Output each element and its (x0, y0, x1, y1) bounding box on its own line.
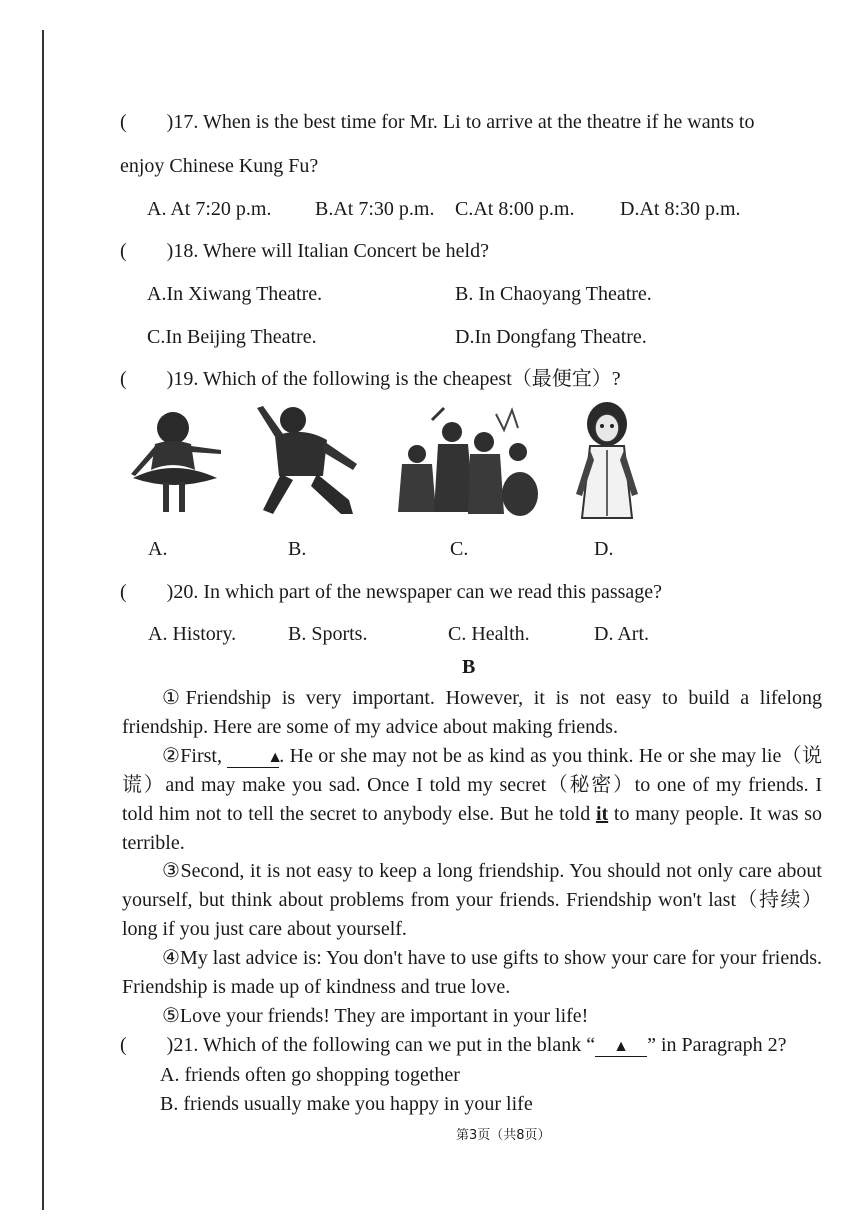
q20-option-d: D. Art. (594, 623, 649, 645)
answer-blank: ▲ (227, 749, 279, 768)
q17-option-d: D.At 8:30 p.m. (620, 198, 741, 220)
q18-bracket: ( ) (120, 240, 174, 262)
paragraph-2-end: to many people. It was so terrible. (122, 803, 822, 854)
q18-line (120, 239, 489, 263)
q21-text-before: 21. Which of the following can we put in the blank “ (173, 1034, 596, 1056)
q20-bracket: ( ) (120, 581, 174, 603)
q19-line (120, 367, 621, 391)
paragraph-1-text: ①Friendship is very important. However, it is not easy to build a lifelong friendship. Here are some of my advice about making friends. (122, 687, 822, 738)
q20-line (120, 580, 662, 604)
paragraph-4-text: ④My last advice is: You don't have to use gifts to show your care for your friends. Friendship is made up of kindness and true love. (122, 947, 822, 998)
q18-option-a: A.In Xiwang Theatre. (147, 283, 323, 305)
passage-paragraph-3 (122, 857, 822, 944)
q17-text: 17. When is the best time for Mr. Li to arrive at the theatre if he wants to (173, 111, 755, 133)
q18-text: 18. Where will Italian Concert be held? (173, 240, 489, 262)
passage-paragraph-1 (122, 684, 822, 742)
opera-performer-image (572, 400, 642, 522)
section-b-title: B (462, 656, 476, 678)
page-footer: 第3页（共8页） (456, 1128, 551, 1143)
paragraph-2-lead: ②First, (162, 745, 228, 767)
q17-option-c: C.At 8:00 p.m. (455, 198, 575, 220)
q18-option-d: D.In Dongfang Theatre. (455, 326, 647, 348)
q20-text: 20. In which part of the newspaper can we read this passage? (173, 581, 663, 603)
q19-picture-label-a: A. (148, 538, 168, 560)
paragraph-2-text (122, 742, 822, 858)
paragraph-5-text: ⑤Love your friends! They are important in your life! (162, 1005, 589, 1027)
passage-paragraph-5 (122, 1002, 822, 1031)
passage-paragraph-4 (122, 944, 822, 1002)
q21-text-after: ” in Paragraph 2? (647, 1034, 787, 1056)
q20-option-c: C. Health. (448, 623, 530, 645)
q19-picture-label-b: B. (288, 538, 307, 560)
orchestra-concert-image (392, 402, 542, 522)
q17-option-a: A. At 7:20 p.m. (147, 198, 272, 220)
q21-line (120, 1033, 786, 1057)
q21-option-a: A. friends often go shopping together (160, 1064, 460, 1086)
q21-bracket: ( ) (120, 1034, 174, 1056)
q19-bracket: ( ) (120, 368, 174, 390)
passage-paragraph-2 (122, 742, 822, 858)
paragraph-3-text: ③Second, it is not easy to keep a long friendship. You should not only care about yourself, but think about problems from your friends. Friendship won't last（持续）long if you just care about yourself. (122, 860, 822, 940)
q20-option-b: B. Sports. (288, 623, 368, 645)
q17-line2: enjoy Chinese Kung Fu? (120, 155, 319, 177)
q19-text: 19. Which of the following is the cheapest（最便宜）? (173, 368, 621, 390)
kung-fu-image (253, 402, 363, 520)
paragraph-2-body: . He or she may not be as kind as you think. He or she may lie（说谎）and may make you sad. Once I told my secret（秘密）to one of my friends. I told him not to tell the secret to anybody else. But he told (122, 745, 823, 825)
underlined-it: it (595, 803, 609, 825)
q17-line1 (120, 110, 754, 134)
q17-option-b: B.At 7:30 p.m. (315, 198, 435, 220)
q18-option-c: C.In Beijing Theatre. (147, 326, 317, 348)
q18-option-b: B. In Chaoyang Theatre. (455, 283, 652, 305)
q19-picture-label-c: C. (450, 538, 469, 560)
q19-picture-label-d: D. (594, 538, 614, 560)
q21-option-b: B. friends usually make you happy in your life (160, 1093, 533, 1115)
scan-edge-line (42, 30, 44, 1210)
ballet-dancer-image (125, 400, 225, 520)
q21-blank: ▲ (595, 1038, 647, 1057)
q17-bracket: ( ) (120, 111, 174, 133)
q20-option-a: A. History. (148, 623, 237, 645)
